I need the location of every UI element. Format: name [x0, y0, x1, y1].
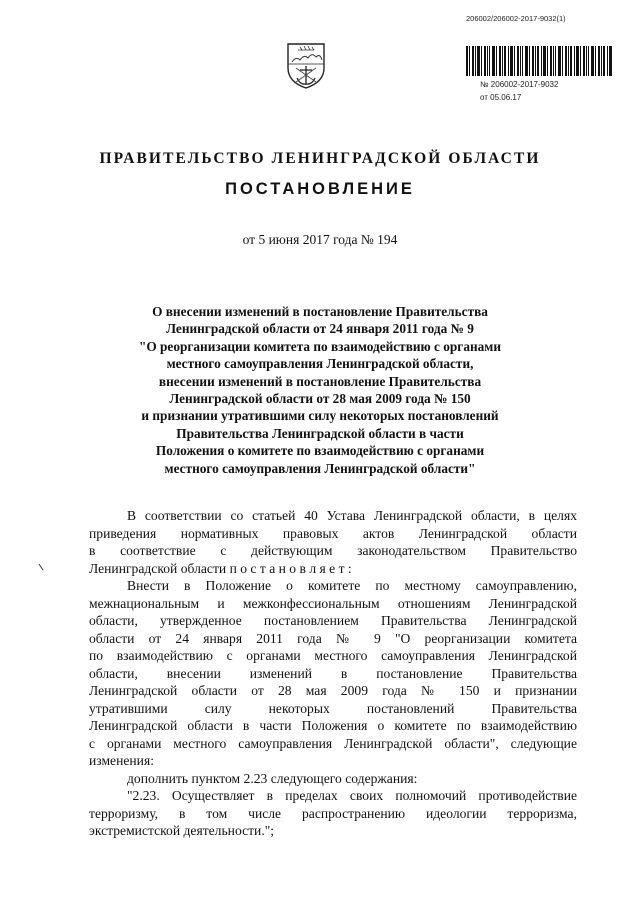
title-line: местного самоуправления Ленинградской области, [166, 356, 474, 372]
body-line: межнациональным и межконфессиональным отношениям Ленинградской [89, 595, 577, 611]
title-line: внесении изменений в постановление Правительства [158, 373, 482, 389]
body-line: Ленинградской области от 28 мая 2009 года № 150 и признании [89, 683, 577, 698]
title-line: Положения о комитете по взаимодействию с органами [155, 443, 485, 459]
barcode-number: № 206002-2017-9032 [480, 80, 559, 89]
body-line: приведения нормативных правовых актов Ленинградской области [89, 525, 577, 541]
body-line: В соответствии со статьей 40 Устава Ленинградской области, в целях [127, 508, 577, 523]
body-line: "2.23. Осуществляет в пределах своих полномочий противодействие [127, 788, 577, 803]
body-line: области, внесении изменений в постановление Правительства [89, 665, 577, 681]
registration-number: 206002/206002-2017-9032(1) [466, 14, 566, 23]
body-line: в соответствие с действующим законодательством Правительство [89, 543, 577, 558]
body-line: изменения: [89, 753, 154, 768]
body-line: Внести в Положение о комитете по местному самоуправлению, [127, 578, 577, 593]
body-line: области, утвержденное постановлением Правительства Ленинградской [89, 613, 577, 628]
barcode-icon [466, 46, 612, 76]
title-line: и признании утратившими силу некоторых постановлений [141, 408, 499, 424]
body-line: экстремистской деятельности."; [89, 823, 275, 838]
body-line: Ленинградской области в части Положения о комитете по взаимодействию [89, 718, 577, 733]
title-line: местного самоуправления Ленинградской области" [164, 460, 476, 476]
body-line: области от 24 января 2011 года № 9 "О реорганизации комитета [89, 630, 577, 646]
body-line: утратившими силу некоторых постановлений Правительства [89, 700, 577, 716]
body-line: дополнить пунктом 2.23 следующего содержания: [127, 770, 418, 786]
decree-date-number: от 5 июня 2017 года № 194 [242, 232, 398, 247]
document-type: ПОСТАНОВЛЕНИЕ [225, 180, 415, 198]
government-name: ПРАВИТЕЛЬСТВО ЛЕНИНГРАДСКОЙ ОБЛАСТИ [99, 150, 541, 167]
body-line: Ленинградской области п о с т а н о в л я е т : [89, 560, 352, 576]
decree-body [89, 507, 577, 840]
title-line: Ленинградской области от 24 января 2011 года № 9 [166, 321, 474, 337]
body-line: терроризму, в том числе распространению идеологии терроризма, [89, 805, 577, 821]
coat-of-arms-icon [284, 38, 328, 90]
title-line: Ленинградской области от 28 мая 2009 года № 150 [169, 391, 471, 407]
title-line: О внесении изменений в постановление Правительства [152, 304, 488, 319]
decree-title [0, 303, 640, 477]
title-line: Правительства Ленинградской области в части [176, 425, 464, 441]
barcode-date: от 05.06.17 [480, 93, 522, 102]
body-line: с органами местного самоуправления Ленинградской области", следующие [89, 735, 577, 751]
title-line: "О реорганизации комитета по взаимодействию с органами [138, 338, 502, 354]
margin-mark-icon [38, 563, 44, 571]
body-line: по взаимодействию с органами местного самоуправления Ленинградской [89, 648, 577, 663]
